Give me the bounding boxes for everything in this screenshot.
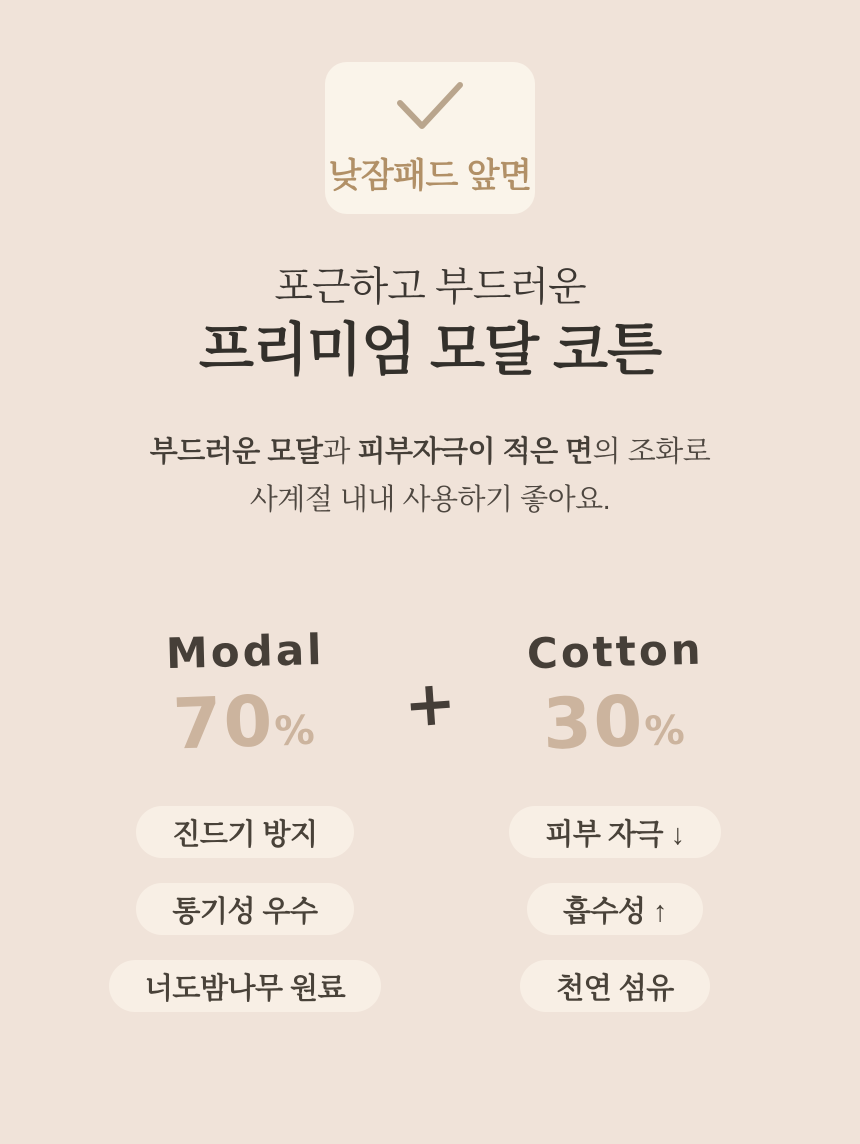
cotton-features-column [475,806,755,1012]
feature-pill-breathability: 통기성 우수 [136,883,353,935]
heading-title: 프리미엄 모달 코튼 [198,318,662,382]
modal-percent-number: 70 [171,679,276,766]
modal-percent-symbol: % [274,707,318,755]
cotton-percent-number: 30 [541,679,646,766]
modal-percent-value [171,679,318,774]
composition-section [105,624,755,766]
material-cotton [475,624,755,771]
modal-features-column [105,806,385,1012]
description [150,428,711,524]
description-regular-1: 과 [322,436,358,468]
features-section [105,806,755,1012]
description-regular-2: 의 조화로 [592,436,711,468]
description-bold-modal: 부드러운 모달 [149,436,323,468]
feature-pill-beech-material: 너도밤나무 원료 [109,960,381,1012]
cotton-name-label: Cotton [526,624,704,679]
feature-pill-dust-mite: 진드기 방지 [136,806,353,858]
feature-pill-skin-irritation: 피부 자극 ↓ [509,806,720,858]
badge-label: 낮잠패드 앞면 [328,156,532,195]
section-badge [325,62,535,214]
heading-subtitle: 포근하고 부드러운 [274,265,586,309]
checkmark-icon [395,80,465,132]
cotton-percent-value [541,679,688,774]
modal-name-label: Modal [165,624,325,679]
feature-pill-natural-fiber: 천연 섬유 [520,960,710,1012]
material-modal [105,624,385,771]
feature-pill-absorbency: 흡수성 ↑ [527,883,703,935]
description-line-1 [150,436,711,468]
plus-sign: + [401,665,459,742]
description-bold-cotton: 피부자극이 적은 면 [357,436,593,468]
cotton-percent-symbol: % [644,707,688,755]
description-line-2: 사계절 내내 사용하기 좋아요. [249,484,611,516]
